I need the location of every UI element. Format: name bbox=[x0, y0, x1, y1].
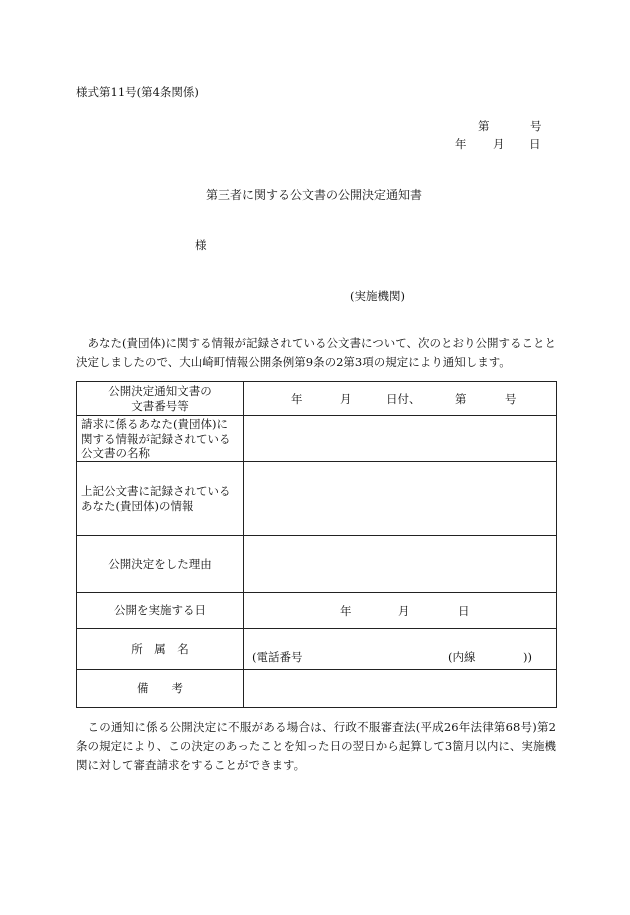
row1-value: 年 月 日付、 第 号 bbox=[244, 382, 557, 416]
row5-label: 公開を実施する日 bbox=[77, 593, 244, 629]
details-table bbox=[76, 381, 557, 708]
row6-label: 所 属 名 bbox=[77, 629, 244, 670]
row2-value bbox=[244, 416, 557, 462]
footer-text: この通知に係る公開決定に不服がある場合は、行政不服審査法(平成26年法律第68号)第2条の規定により、この決定のあったことを知った日の翌日から起算して3箇月以内に、実施機関に対して審査請求をすることができます。 bbox=[76, 720, 556, 772]
table-row bbox=[77, 536, 557, 593]
table-row bbox=[77, 462, 557, 536]
number-suffix: 号 bbox=[530, 119, 542, 133]
table-row bbox=[77, 382, 557, 416]
table-row bbox=[77, 629, 557, 670]
row3-value bbox=[244, 462, 557, 536]
table-row bbox=[77, 670, 557, 708]
row6-value: (電話番号 (内線 )) bbox=[244, 629, 557, 670]
row7-label: 備 考 bbox=[77, 670, 244, 708]
row3-label: 上記公文書に記録されているあなた(貴団体)の情報 bbox=[77, 462, 244, 536]
form-number: 様式第11号(第4条関係) bbox=[76, 85, 199, 99]
row7-value bbox=[244, 670, 557, 708]
row4-label: 公開決定をした理由 bbox=[77, 536, 244, 593]
row4-value bbox=[244, 536, 557, 593]
date-year: 年 bbox=[455, 137, 467, 151]
row2-label: 請求に係るあなた(貴団体)に関する情報が記録されている公文書の名称 bbox=[77, 416, 244, 462]
document-title: 第三者に関する公文書の公開決定通知書 bbox=[206, 188, 423, 202]
row5-value: 年 月 日 bbox=[244, 593, 557, 629]
date-day: 日 bbox=[529, 137, 541, 151]
table-row bbox=[77, 593, 557, 629]
agency-label: (実施機関) bbox=[350, 289, 405, 303]
intro-paragraph bbox=[76, 334, 556, 372]
footer-paragraph bbox=[76, 718, 556, 775]
date-month: 月 bbox=[493, 137, 505, 151]
row1-label: 公開決定通知文書の 文書番号等 bbox=[77, 382, 244, 416]
addressee-suffix: 様 bbox=[195, 238, 207, 252]
intro-text: あなた(貴団体)に関する情報が記録されている公文書について、次のとおり公開することと決定しましたので、大山崎町情報公開条例第9条の2第3項の規定により通知します。 bbox=[76, 336, 557, 369]
number-prefix: 第 bbox=[478, 119, 490, 133]
table-row bbox=[77, 416, 557, 462]
